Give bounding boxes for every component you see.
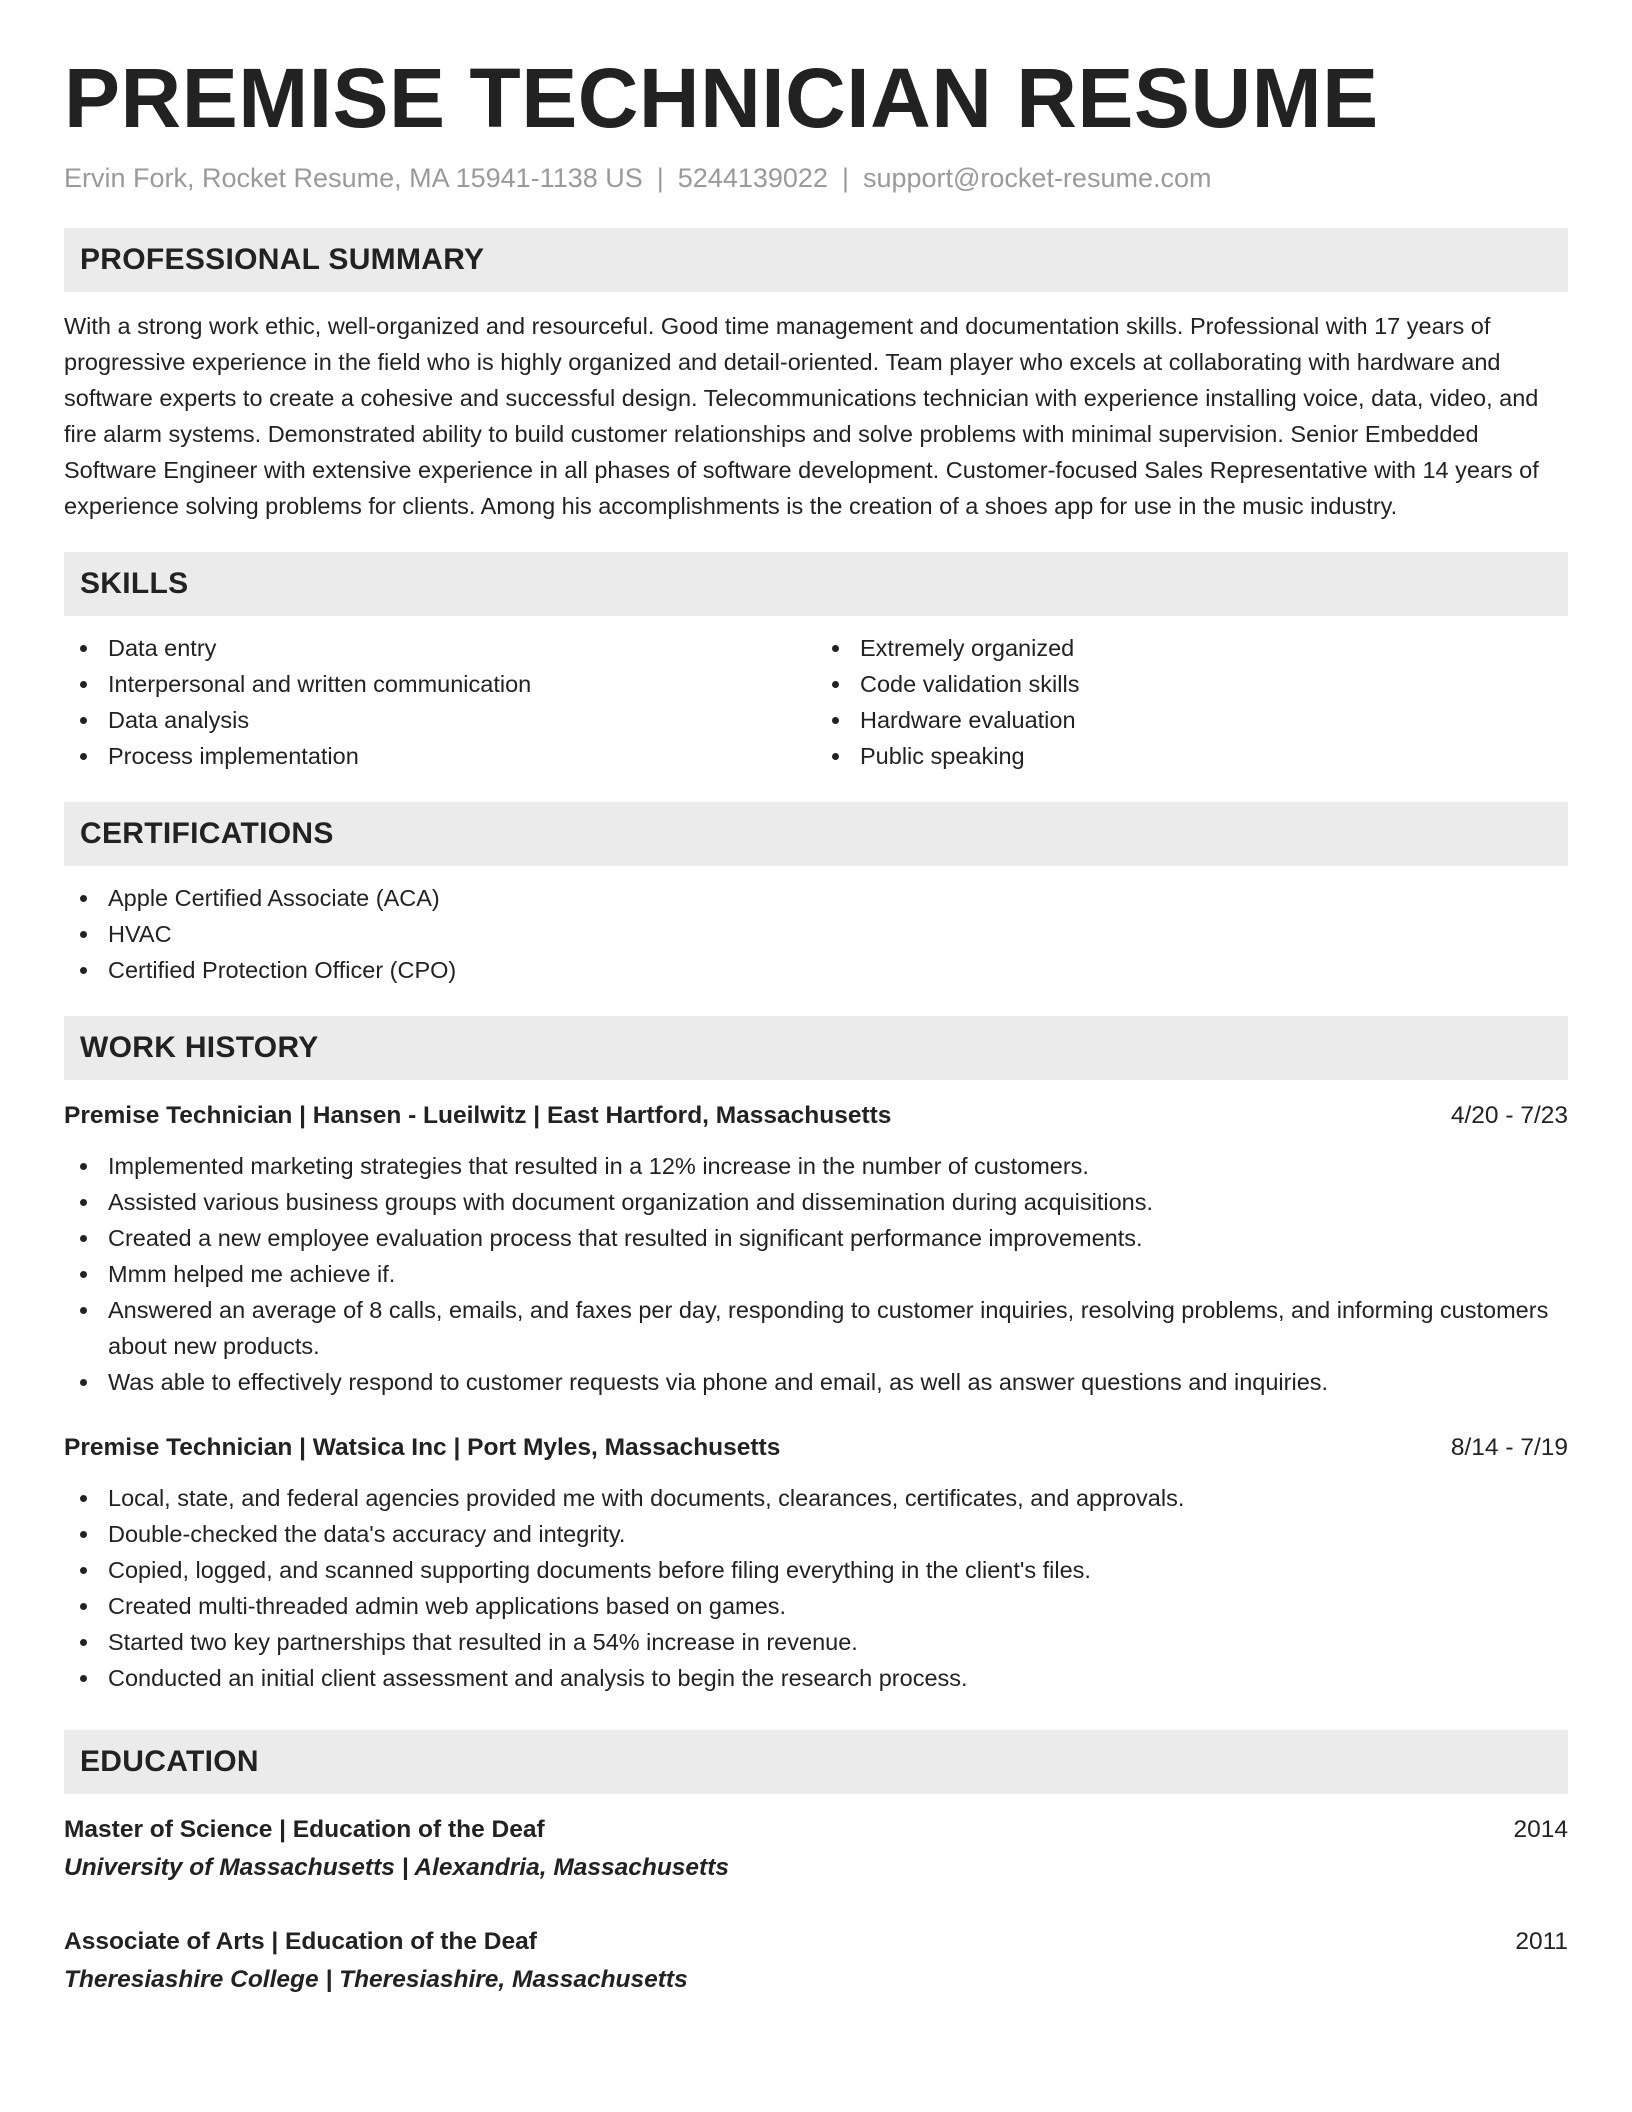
- skills-grid: [64, 630, 1568, 774]
- summary-section: [64, 228, 1568, 524]
- summary-heading: PROFESSIONAL SUMMARY: [64, 228, 1568, 292]
- work-history-heading: WORK HISTORY: [64, 1016, 1568, 1080]
- job-dates: 8/14 - 7/19: [1450, 1433, 1568, 1461]
- certifications-heading: CERTIFICATIONS: [64, 802, 1568, 866]
- contact-phone: 5244139022: [677, 162, 828, 193]
- contact-separator: |: [656, 162, 664, 193]
- contact-address: Ervin Fork, Rocket Resume, MA 15941-1138 US: [64, 162, 643, 193]
- education-degree: Associate of Arts | Education of the Deaf: [64, 1927, 537, 1955]
- job-bullet: Mmm helped me achieve if.: [64, 1256, 1568, 1292]
- job-bullet: Local, state, and federal agencies provided me with documents, clearances, certificates, and approvals.: [64, 1480, 1568, 1516]
- skill-item: Interpersonal and written communication: [64, 666, 816, 702]
- resume-title: PREMISE TECHNICIAN RESUME: [64, 51, 1379, 145]
- summary-text: With a strong work ethic, well-organized and resourceful. Good time management and documentation skills. Professional with 17 years of progressive experience in the field who is highly organized and detail-oriented. Team player who excels at collaborating with hardware and software experts to create a cohesive and successful design. Telecommunications technician with experience installing voice, data, video, and fire alarm systems. Demonstrated ability to build customer relationships and solve problems with minimal supervision. Senior Embedded Software Engineer with extensive experience in all phases of software development. Customer-focused Sales Representative with 14 years of experience solving problems for clients. Among his accomplishments is the creation of a shoes app for use in the music industry.: [64, 312, 1539, 519]
- job-bullets: [64, 1480, 1568, 1696]
- education-school: Theresiashire College | Theresiashire, Massachusetts: [64, 1965, 688, 1993]
- job-header: [64, 1430, 1568, 1466]
- skill-item: Code validation skills: [816, 666, 1568, 702]
- certifications-section: [64, 802, 1568, 988]
- job-header: [64, 1098, 1568, 1134]
- skills-section: [64, 552, 1568, 774]
- skills-heading: SKILLS: [64, 552, 1568, 616]
- contact-email: support@rocket-resume.com: [862, 162, 1212, 193]
- certification-item: Certified Protection Officer (CPO): [64, 952, 1568, 988]
- work-history-section: [64, 1016, 1568, 1696]
- skill-item: Process implementation: [64, 738, 816, 774]
- job-title: Premise Technician | Hansen - Lueilwitz | East Hartford, Massachusetts: [64, 1101, 892, 1129]
- job-entry: [64, 1098, 1568, 1400]
- skill-item: Data entry: [64, 630, 816, 666]
- job-bullet: Started two key partnerships that resulted in a 54% increase in revenue.: [64, 1624, 1568, 1660]
- certification-item: Apple Certified Associate (ACA): [64, 880, 1568, 916]
- job-bullet: Conducted an initial client assessment and analysis to begin the research process.: [64, 1660, 1568, 1696]
- job-title: Premise Technician | Watsica Inc | Port Myles, Massachusetts: [64, 1433, 781, 1461]
- education-year: 2011: [1515, 1927, 1568, 1955]
- skill-item: Data analysis: [64, 702, 816, 738]
- contact-separator: |: [841, 162, 849, 193]
- skill-item: Extremely organized: [816, 630, 1568, 666]
- job-bullet: Created a new employee evaluation process that resulted in significant performance improvements.: [64, 1220, 1568, 1256]
- job-bullet: Was able to effectively respond to customer requests via phone and email, as well as answer questions and inquiries.: [64, 1364, 1568, 1400]
- education-header: [64, 1924, 1568, 1960]
- skill-item: Public speaking: [816, 738, 1568, 774]
- job-bullet: Created multi-threaded admin web applications based on games.: [64, 1588, 1568, 1624]
- education-school: University of Massachusetts | Alexandria, Massachusetts: [64, 1853, 729, 1881]
- education-entry: [64, 1924, 1568, 1998]
- job-bullet: Answered an average of 8 calls, emails, and faxes per day, responding to customer inquiries, resolving problems, and informing customers about new products.: [64, 1292, 1568, 1364]
- contact-line: [64, 163, 1568, 194]
- certifications-list: [64, 880, 1568, 988]
- skill-item: Hardware evaluation: [816, 702, 1568, 738]
- job-bullet: Implemented marketing strategies that resulted in a 12% increase in the number of customers.: [64, 1148, 1568, 1184]
- education-header: [64, 1812, 1568, 1848]
- education-degree: Master of Science | Education of the Deaf: [64, 1815, 545, 1843]
- job-bullet: Copied, logged, and scanned supporting documents before filing everything in the client's files.: [64, 1552, 1568, 1588]
- education-year: 2014: [1513, 1815, 1568, 1843]
- skills-list-left: [64, 630, 816, 774]
- job-bullet: Double-checked the data's accuracy and integrity.: [64, 1516, 1568, 1552]
- certification-item: HVAC: [64, 916, 1568, 952]
- job-bullet: Assisted various business groups with document organization and dissemination during acquisitions.: [64, 1184, 1568, 1220]
- skills-list-right: [816, 630, 1568, 774]
- job-bullets: [64, 1148, 1568, 1400]
- education-heading: EDUCATION: [64, 1730, 1568, 1794]
- job-dates: 4/20 - 7/23: [1450, 1101, 1568, 1129]
- education-section: [64, 1730, 1568, 1998]
- job-entry: [64, 1430, 1568, 1696]
- education-entry: [64, 1812, 1568, 1886]
